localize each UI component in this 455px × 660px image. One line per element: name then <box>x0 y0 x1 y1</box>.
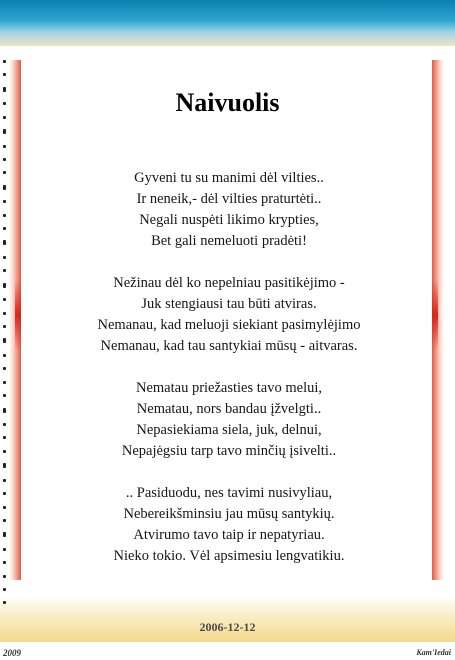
poem-line: Nemanau, kad tau santykiai mūsų - aitvaras. <box>100 338 358 354</box>
poem-date: 2006-12-12 <box>199 620 256 634</box>
poem-line: Nebereikšminsiu jau mūsų santykių. <box>123 506 335 522</box>
poem-line: Gyveni tu su manimi dėl vilties.. <box>134 170 324 186</box>
bottom-gradient-band <box>0 596 455 642</box>
poem-body <box>30 168 428 588</box>
poem-line: Ir neneik,- dėl vilties praturtėti.. <box>136 191 322 207</box>
poem-line: Nematau priežasties tavo melui, <box>135 380 322 396</box>
page-footer-area <box>0 642 455 660</box>
footer-year: 2009 <box>3 648 21 658</box>
left-margin-ornament <box>0 60 8 605</box>
poem-line: Nepasiekiama siela, juk, delnui, <box>136 422 322 438</box>
top-gradient-band <box>0 0 455 46</box>
right-red-strip-accent <box>432 280 438 350</box>
poem-line: Atvirumo tavo taip ir nepatyriau. <box>133 527 325 543</box>
left-red-strip-accent <box>15 280 21 350</box>
poem-line: Nepajėgsiu tarp tavo minčių įsivelti.. <box>121 443 337 459</box>
poem-line: Nieko tokio. Vėl apsimesiu lengvatikiu. <box>113 548 345 564</box>
stanza-4 <box>30 483 428 567</box>
stanza-3 <box>30 378 428 462</box>
poem-line: Bet gali nemeluoti pradėti! <box>151 233 307 249</box>
stanza-1 <box>30 168 428 252</box>
poem-line: Negali nuspėti likimo krypties, <box>139 212 319 228</box>
poem-line: Nemanau, kad meluoji siekiant pasimylėjimo <box>97 317 361 333</box>
footer-author: Kam'Iedai <box>416 648 451 657</box>
poem-title: Naivuolis <box>175 88 280 117</box>
stanza-2 <box>30 273 428 357</box>
poem-line: Nežinau dėl ko nepelniau pasitikėjimo - <box>113 275 345 291</box>
poem-line: Juk stengiausi tau būti atviras. <box>141 296 317 312</box>
poem-line: .. Pasiduodu, nes tavimi nusivyliau, <box>125 485 333 501</box>
poem-line: Nematau, nors bandau įžvelgti.. <box>136 401 322 417</box>
